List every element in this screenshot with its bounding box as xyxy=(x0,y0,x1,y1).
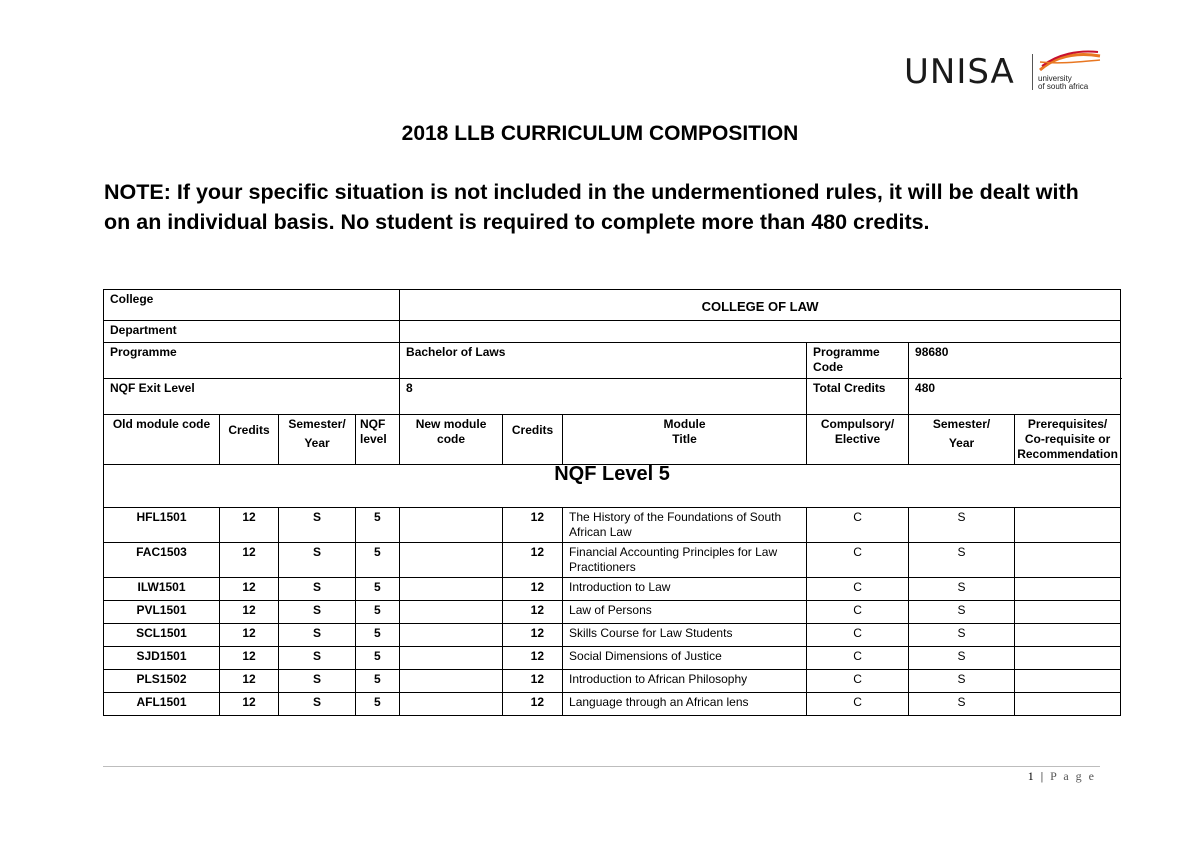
cell-semester-2: S xyxy=(909,601,1015,624)
col-nqf-level xyxy=(356,415,400,465)
col-credits-2: Credits xyxy=(503,415,563,465)
cell-credits-2: 12 xyxy=(503,508,563,543)
cell-module-title: Law of Persons xyxy=(563,601,807,624)
cell-old-code: SJD1501 xyxy=(104,647,220,670)
nqf-exit-label: NQF Exit Level xyxy=(104,379,400,415)
department-value xyxy=(400,321,1121,343)
cell-old-code: FAC1503 xyxy=(104,543,220,578)
cell-semester: S xyxy=(279,601,356,624)
module-row xyxy=(104,693,1121,716)
col-semester xyxy=(279,415,356,465)
col-semester-line2: Year xyxy=(304,436,330,450)
cell-module-title: Skills Course for Law Students xyxy=(563,624,807,647)
nqf-exit-row xyxy=(104,379,1121,415)
col-old-code: Old module code xyxy=(104,415,220,465)
col-new-code: New module code xyxy=(400,415,503,465)
col-credits: Credits xyxy=(220,415,279,465)
cell-credits: 12 xyxy=(220,693,279,716)
cell-prerequisites xyxy=(1015,508,1121,543)
col-module-title xyxy=(563,415,807,465)
cell-semester-2: S xyxy=(909,647,1015,670)
college-label: College xyxy=(104,290,400,321)
col-nqf-line2: level xyxy=(360,432,387,446)
cell-semester-2: S xyxy=(909,693,1015,716)
programme-code-value: 98680 xyxy=(909,343,1121,379)
module-row xyxy=(104,543,1121,578)
cell-old-code: HFL1501 xyxy=(104,508,220,543)
cell-new-code xyxy=(400,601,503,624)
logo-subtitle-line2: of south africa xyxy=(1038,82,1089,91)
col-title-line2: Title xyxy=(672,432,697,446)
col-semester2-line1: Semester/ xyxy=(932,417,991,431)
curriculum-table xyxy=(103,289,1121,716)
department-label: Department xyxy=(104,321,400,343)
logo-subtitle-line1: university xyxy=(1038,74,1072,83)
cell-credits-2: 12 xyxy=(503,693,563,716)
total-credits-label: Total Credits xyxy=(807,379,909,415)
module-row xyxy=(104,578,1121,601)
module-row xyxy=(104,670,1121,693)
cell-module-title: Introduction to Law xyxy=(563,578,807,601)
note-paragraph: NOTE: If your specific situation is not included in the undermentioned rules, it will be dealt with on an individual basis. No student is required to complete more than 480 credits. xyxy=(104,180,1079,234)
module-row xyxy=(104,601,1121,624)
col-title-line1: Module xyxy=(663,417,706,431)
cell-credits: 12 xyxy=(220,578,279,601)
col-semester-2 xyxy=(909,415,1015,465)
cell-credits-2: 12 xyxy=(503,543,563,578)
document-title: 2018 LLB CURRICULUM COMPOSITION xyxy=(401,122,799,145)
cell-nqf-level: 5 xyxy=(356,543,400,578)
cell-nqf-level: 5 xyxy=(356,624,400,647)
cell-prerequisites xyxy=(1015,693,1121,716)
cell-semester: S xyxy=(279,647,356,670)
cell-compulsory: C xyxy=(807,543,909,578)
cell-nqf-level: 5 xyxy=(356,578,400,601)
cell-credits-2: 12 xyxy=(503,624,563,647)
cell-nqf-level: 5 xyxy=(356,601,400,624)
cell-module-title: Introduction to African Philosophy xyxy=(563,670,807,693)
cell-nqf-level: 5 xyxy=(356,647,400,670)
cell-nqf-level: 5 xyxy=(356,670,400,693)
unisa-logo xyxy=(904,50,1104,96)
cell-semester: S xyxy=(279,578,356,601)
cell-semester: S xyxy=(279,543,356,578)
programme-label: Programme xyxy=(104,343,400,379)
cell-semester-2: S xyxy=(909,508,1015,543)
logo-divider xyxy=(1032,54,1033,90)
cell-old-code: SCL1501 xyxy=(104,624,220,647)
cell-credits: 12 xyxy=(220,543,279,578)
cell-semester: S xyxy=(279,624,356,647)
cell-credits-2: 12 xyxy=(503,670,563,693)
column-header-row xyxy=(104,415,1121,465)
logo-wordmark: UNISA xyxy=(904,52,1015,92)
college-row xyxy=(104,290,1121,321)
cell-compulsory: C xyxy=(807,693,909,716)
cell-prerequisites xyxy=(1015,543,1121,578)
cell-credits: 12 xyxy=(220,647,279,670)
cell-credits-2: 12 xyxy=(503,647,563,670)
cell-old-code: AFL1501 xyxy=(104,693,220,716)
level-heading: NQF Level 5 xyxy=(104,465,1121,508)
programme-code-label: Programme Code xyxy=(807,343,909,379)
module-row xyxy=(104,508,1121,543)
cell-nqf-level: 5 xyxy=(356,508,400,543)
cell-prerequisites xyxy=(1015,647,1121,670)
cell-compulsory: C xyxy=(807,601,909,624)
module-row xyxy=(104,647,1121,670)
programme-row xyxy=(104,343,1121,379)
total-credits-value: 480 xyxy=(909,379,1121,415)
cell-credits-2: 12 xyxy=(503,601,563,624)
page-label: P a g e xyxy=(1050,769,1096,783)
cell-credits: 12 xyxy=(220,601,279,624)
cell-semester-2: S xyxy=(909,578,1015,601)
cell-prerequisites xyxy=(1015,670,1121,693)
college-value: COLLEGE OF LAW xyxy=(400,290,1121,321)
footer-divider xyxy=(103,766,1100,767)
cell-semester-2: S xyxy=(909,670,1015,693)
cell-old-code: ILW1501 xyxy=(104,578,220,601)
cell-credits: 12 xyxy=(220,670,279,693)
cell-credits-2: 12 xyxy=(503,578,563,601)
page-separator: | xyxy=(1040,769,1046,783)
cell-new-code xyxy=(400,624,503,647)
level-heading-row xyxy=(104,465,1121,508)
cell-new-code xyxy=(400,693,503,716)
cell-module-title: The History of the Foundations of South African Law xyxy=(563,508,807,543)
col-nqf-line1: NQF xyxy=(360,417,386,431)
col-semester-line1: Semester/ xyxy=(288,417,346,431)
cell-new-code xyxy=(400,647,503,670)
cell-compulsory: C xyxy=(807,578,909,601)
nqf-exit-value: 8 xyxy=(400,379,807,415)
module-row xyxy=(104,624,1121,647)
cell-prerequisites xyxy=(1015,601,1121,624)
cell-credits: 12 xyxy=(220,508,279,543)
cell-semester: S xyxy=(279,693,356,716)
cell-compulsory: C xyxy=(807,670,909,693)
cell-new-code xyxy=(400,670,503,693)
page-footer xyxy=(900,769,1096,784)
cell-module-title: Social Dimensions of Justice xyxy=(563,647,807,670)
cell-prerequisites xyxy=(1015,578,1121,601)
col-compulsory: Compulsory/ Elective xyxy=(807,415,909,465)
cell-semester: S xyxy=(279,508,356,543)
cell-module-title: Financial Accounting Principles for Law Practitioners xyxy=(563,543,807,578)
programme-value: Bachelor of Laws xyxy=(400,343,807,379)
cell-compulsory: C xyxy=(807,647,909,670)
cell-prerequisites xyxy=(1015,624,1121,647)
cell-old-code: PVL1501 xyxy=(104,601,220,624)
cell-new-code xyxy=(400,508,503,543)
cell-nqf-level: 5 xyxy=(356,693,400,716)
cell-semester-2: S xyxy=(909,543,1015,578)
cell-old-code: PLS1502 xyxy=(104,670,220,693)
page-number: 1 xyxy=(1027,769,1036,783)
cell-new-code xyxy=(400,543,503,578)
cell-semester: S xyxy=(279,670,356,693)
col-semester2-line2: Year xyxy=(948,436,975,450)
cell-credits: 12 xyxy=(220,624,279,647)
department-row xyxy=(104,321,1121,343)
cell-semester-2: S xyxy=(909,624,1015,647)
cell-compulsory: C xyxy=(807,508,909,543)
col-prerequisites: Prerequisites/ Co-requisite or Recommendation xyxy=(1015,415,1121,465)
cell-compulsory: C xyxy=(807,624,909,647)
logo-swoosh-icon xyxy=(1038,50,1102,72)
cell-new-code xyxy=(400,578,503,601)
cell-module-title: Language through an African lens xyxy=(563,693,807,716)
